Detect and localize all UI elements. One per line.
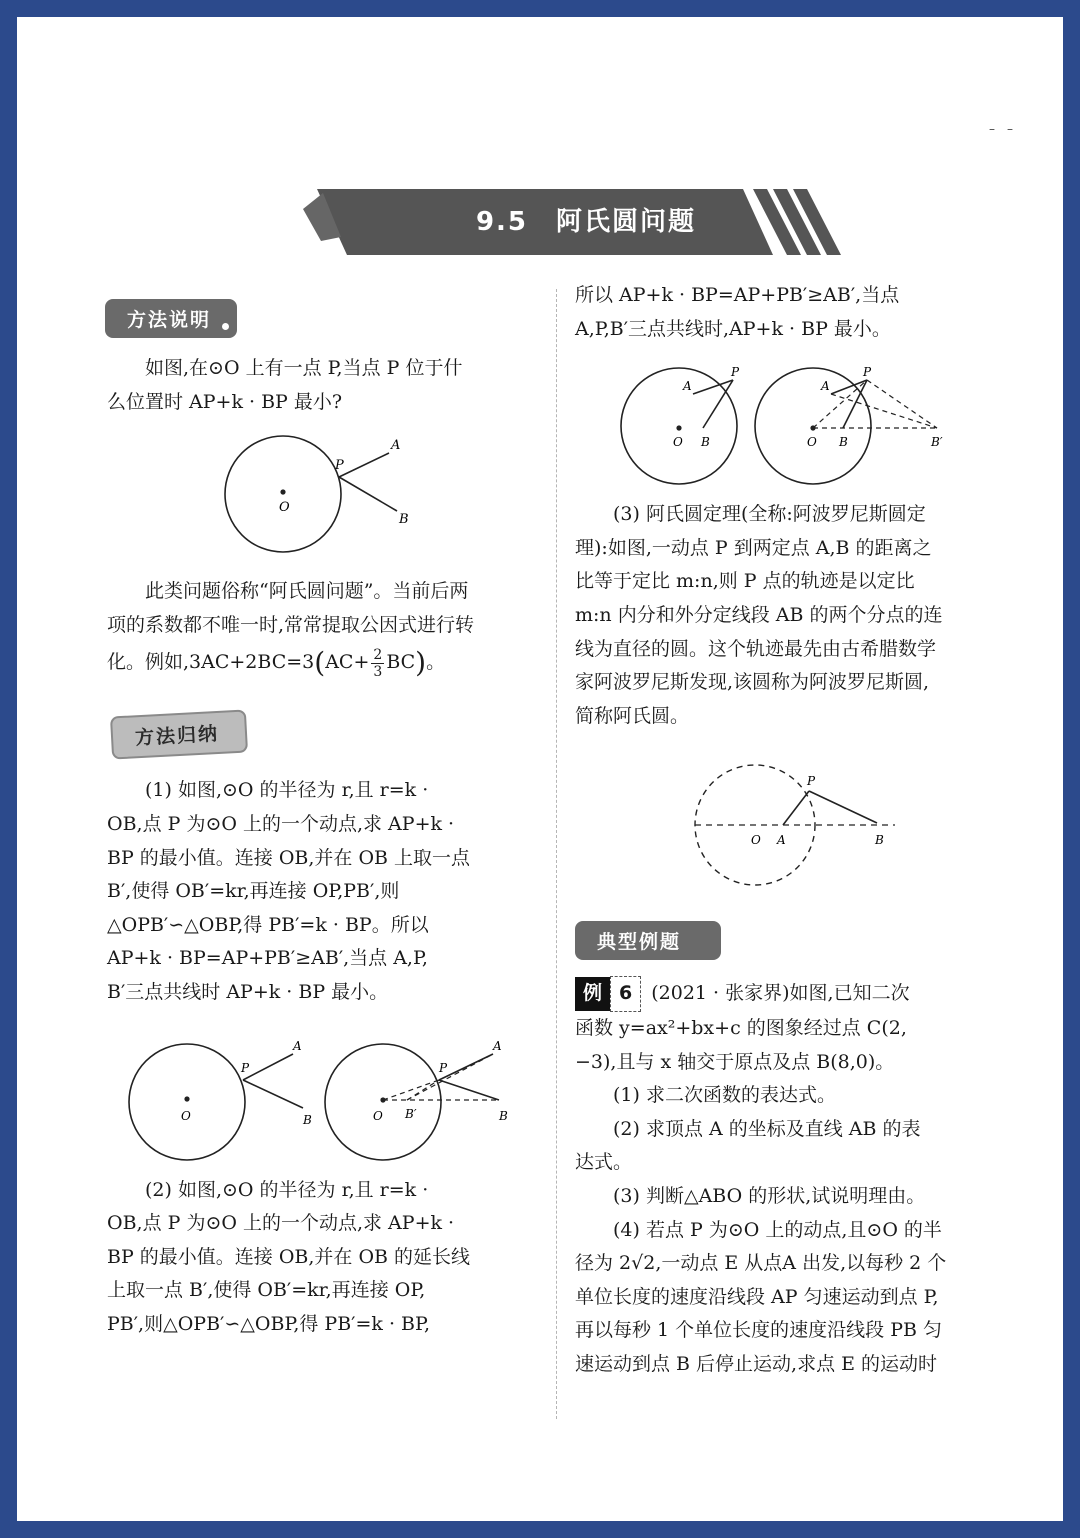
segment-ap xyxy=(783,791,809,825)
label-o-case2-left: O xyxy=(673,435,683,450)
segment-pb-case1-right xyxy=(439,1080,499,1100)
label-b-case2-left: B xyxy=(701,435,710,450)
case2-line-6: 所以 AP+k · BP=AP+PB′≥AB′,当点 xyxy=(575,284,900,306)
segment-pa-case2-left xyxy=(693,380,733,394)
figure-circle-p-a-b xyxy=(193,419,453,569)
label-p-case2-right: P xyxy=(863,365,872,380)
segment-pb-case1-left xyxy=(243,1080,303,1108)
question-2-line-2: 达式。 xyxy=(575,1151,633,1174)
intro-text-line-1: 如图,在⊙O 上有一点 P,当点 P 位于什 xyxy=(145,357,463,379)
question-4-line-2: 径为 2√2,一动点 E 从点A 出发,以每秒 2 个 xyxy=(575,1252,947,1275)
label-a-case2-right: A xyxy=(821,379,830,394)
question-4-line-5: 速运动到点 B 后停止运动,求点 E 的运动时 xyxy=(575,1352,938,1375)
note-line-2: 项的系数都不唯一时,常常提取公因式进行转 xyxy=(107,613,475,636)
label-p-case1-right: P xyxy=(439,1060,448,1075)
case2-line-2: OB,点 P 为⊙O 上的一个动点,求 AP+k · xyxy=(107,1212,455,1235)
label-a-case1-right: A xyxy=(493,1038,502,1053)
segment-pb-apollonius xyxy=(809,791,877,823)
page xyxy=(17,17,1063,1521)
case2-line-5: PB′,则△OPB′∽△OBP,得 PB′=k · BP, xyxy=(107,1312,430,1335)
corner-marks: – – xyxy=(988,122,1013,136)
center-o-case1-left xyxy=(184,1096,189,1101)
segment-pa-case1-right xyxy=(439,1054,493,1080)
label-b-prime-case1-right: B′ xyxy=(405,1106,417,1121)
question-4-line-1: (4) 若点 P 为⊙O 上的动点,且⊙O 的半 xyxy=(613,1218,942,1241)
center-point-o xyxy=(280,490,285,495)
method-summary-badge xyxy=(110,710,248,760)
segment-pb-case2-left xyxy=(703,380,733,428)
label-b-apollonius: B xyxy=(875,833,884,848)
case1-line-3: BP 的最小值。连接 OB,并在 OB 上取一点 xyxy=(107,846,471,869)
figure-case1 xyxy=(107,1024,539,1164)
paren-open: ( xyxy=(314,646,326,680)
figure-apollonius-circle xyxy=(575,749,1001,899)
right-column xyxy=(575,279,1001,1381)
theorem-line-5: 线为直径的圆。这个轨迹最先由古希腊数学 xyxy=(575,637,937,660)
label-o-apollonius: O xyxy=(751,833,761,848)
typical-examples-label: 典型例题 xyxy=(597,931,682,954)
case1-line-2: OB,点 P 为⊙O 上的一个动点,求 AP+k · xyxy=(107,812,455,835)
label-o-case2-right: O xyxy=(807,435,817,450)
case1-line-4: B′,使得 OB′=kr,再连接 OP,PB′,则 xyxy=(107,880,400,903)
label-a-case2-left: A xyxy=(683,379,692,394)
fraction-two-thirds xyxy=(371,647,384,680)
example-line-1 xyxy=(575,976,1001,1012)
case1-line-6: AP+k · BP=AP+PB′≥AB′,当点 A,P, xyxy=(107,947,428,970)
badge-dot xyxy=(222,323,229,330)
label-b-prime-case2-right: B′ xyxy=(931,435,943,450)
typical-examples-badge xyxy=(575,921,721,960)
case2-line-4: 上取一点 B′,使得 OB′=kr,再连接 OP, xyxy=(107,1279,426,1302)
fraction-numerator: 2 xyxy=(373,646,383,663)
label-o-case1-left: O xyxy=(181,1108,191,1123)
note-line-3 xyxy=(107,642,539,683)
dashed-pb-prime-case2 xyxy=(867,380,937,428)
intro-text-line-2: 么位置时 AP+k · BP 最小? xyxy=(107,390,343,413)
center-o-case2-left xyxy=(676,426,681,431)
label-p-case1-left: P xyxy=(241,1060,250,1075)
segment-pa-case1-left xyxy=(243,1054,293,1080)
note-line-3c: BC xyxy=(386,651,416,674)
theorem-line-4: m:n 内分和外分定线段 AB 的两个分点的连 xyxy=(575,603,943,626)
segment-pa xyxy=(339,453,389,477)
fraction-denominator: 3 xyxy=(373,663,383,680)
paren-close: ) xyxy=(415,646,427,680)
label-o-case1-right: O xyxy=(373,1108,383,1123)
question-4-line-3: 单位长度的速度沿线段 AP 匀速运动到点 P, xyxy=(575,1285,939,1308)
note-line-3-tail: 。 xyxy=(426,651,446,674)
label-b-case1-right: B xyxy=(499,1108,508,1123)
case2-line-3: BP 的最小值。连接 OB,并在 OB 的延长线 xyxy=(107,1245,471,1268)
label-p-apollonius: P xyxy=(807,774,816,789)
label-a: A xyxy=(391,438,401,454)
question-2-line-1: (2) 求顶点 A 的坐标及直线 AB 的表 xyxy=(613,1117,921,1140)
note-line-1: 此类问题俗称“阿氏圆问题”。当前后两 xyxy=(145,580,469,603)
question-4-line-4: 再以每秒 1 个单位长度的速度沿线段 PB 匀 xyxy=(575,1319,942,1342)
question-3: (3) 判断△ABO 的形状,试说明理由。 xyxy=(613,1184,926,1207)
example-line-2: 函数 y=ax²+bx+c 的图象经过点 C(2, xyxy=(575,1016,907,1039)
theorem-line-6: 家阿波罗尼斯发现,该圆称为阿波罗尼斯圆, xyxy=(575,671,930,694)
dashed-ab-prime-case2 xyxy=(831,394,937,428)
section-title-banner xyxy=(295,185,855,259)
label-p: P xyxy=(335,458,344,474)
segment-pb xyxy=(339,477,397,511)
example-line-1-text: (2021 · 张家界)如图,已知二次 xyxy=(651,982,910,1005)
note-line-3a: 化。例如,3AC+2BC=3 xyxy=(107,651,315,674)
method-description-badge xyxy=(105,299,237,338)
case1-line-1: (1) 如图,⊙O 的半径为 r,且 r=k · xyxy=(145,779,429,802)
column-divider xyxy=(556,289,557,1419)
example-number: 6 xyxy=(610,976,641,1012)
label-a-case1-left: A xyxy=(293,1038,302,1053)
case2-line-7: A,P,B′三点共线时,AP+k · BP 最小。 xyxy=(575,317,891,340)
circle-case1-left xyxy=(129,1044,245,1160)
left-column xyxy=(107,299,539,1342)
case1-line-5: △OPB′∽△OBP,得 PB′=k · BP。所以 xyxy=(107,913,429,936)
label-o: O xyxy=(279,500,290,516)
theorem-line-3: 比等于定比 m:n,则 P 点的轨迹是以定比 xyxy=(575,570,915,593)
label-b: B xyxy=(399,512,409,528)
case2-line-1: (2) 如图,⊙O 的半径为 r,且 r=k · xyxy=(145,1178,429,1201)
example-tag: 例 xyxy=(575,977,610,1011)
figure-case2 xyxy=(575,356,1001,488)
theorem-line-1: (3) 阿氏圆定理(全称:阿波罗尼斯圆定 xyxy=(613,503,926,526)
label-b-case2-right: B xyxy=(839,435,848,450)
example-line-3: −3),且与 x 轴交于原点及点 B(8,0)。 xyxy=(575,1050,895,1073)
label-b-case1-left: B xyxy=(303,1112,312,1127)
case1-line-7: B′三点共线时 AP+k · BP 最小。 xyxy=(107,980,389,1003)
note-line-3b: AC+ xyxy=(325,651,370,674)
theorem-line-2: 理):如图,一动点 P 到两定点 A,B 的距离之 xyxy=(575,536,932,559)
section-title: 9.5 阿氏圆问题 xyxy=(475,207,697,237)
theorem-line-7: 简称阿氏圆。 xyxy=(575,704,690,727)
label-p-case2-left: P xyxy=(731,365,740,380)
question-1: (1) 求二次函数的表达式。 xyxy=(613,1084,836,1107)
method-description-label: 方法说明 xyxy=(127,309,212,331)
label-a-apollonius: A xyxy=(777,833,786,848)
method-summary-label: 方法归纳 xyxy=(134,723,220,750)
